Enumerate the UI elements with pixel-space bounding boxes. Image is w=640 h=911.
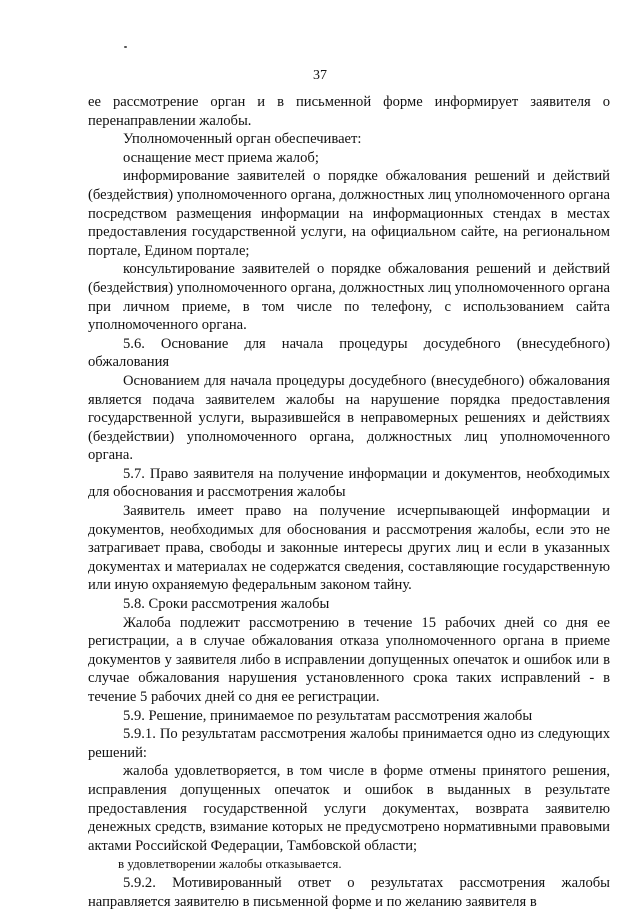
paragraph-5-9-1: 5.9.1. По результатам рассмотрения жалобы принимается одно из следующих решений:	[88, 726, 610, 761]
page-number: 37	[313, 68, 327, 83]
paragraph-consulting: консультирование заявителей о порядке обжалования решений и действий (бездействия) уполномоченного органа, должностных лиц уполномоченного органа при личном приеме, в том числе по телефону, с использованием сайта уполномоченного органа.	[88, 261, 610, 334]
paragraph-continuation: ее рассмотрение орган и в письменной форме информирует заявителя о перенаправлении жалобы.	[88, 94, 610, 129]
document-body	[88, 93, 610, 911]
paragraph-complaint-satisfied: жалоба удовлетворяется, в том числе в форме отмены принятого решения, исправления допущенных опечаток и ошибок в выданных в результате предоставления государственной услуги документах, возврата заявителю денежных средств, взимание которых не предусмотрено нормативными правовыми актами Российской Федерации, Тамбовской области;	[88, 763, 610, 854]
scan-mark	[124, 46, 127, 48]
paragraph-time-limits: Жалоба подлежит рассмотрению в течение 15 рабочих дней со дня ее регистрации, а в случае обжалования отказа уполномоченного органа в приеме документов у заявителя либо в исправлении допущенных опечаток и ошибок или в случае обжалования нарушения установленного срока таких исправлений - в течение 5 рабочих дней со дня ее регистрации.	[88, 614, 610, 705]
section-heading-5-6: 5.6. Основание для начала процедуры досудебного (внесудебного) обжалования	[88, 335, 610, 371]
paragraph-informing: информирование заявителей о порядке обжалования решений и действий (бездействия) уполномоченного органа, должностных лиц уполномоченного органа посредством размещения информации на информационных стендах в местах предоставления государственной услуги, на официальном сайте, на региональном портале, Едином портале;	[88, 168, 610, 259]
section-heading-5-8: 5.8. Сроки рассмотрения жалобы	[123, 596, 330, 613]
paragraph-complaint-rejected: в удовлетворении жалобы отказывается.	[118, 856, 342, 872]
section-heading-5-9: 5.9. Решение, принимаемое по результатам рассмотрения жалобы	[123, 707, 533, 724]
paragraph-right-to-information: Заявитель имеет право на получение исчерпывающей информации и документов, необходимых для обоснования и рассмотрения жалобы, если это не затрагивает права, свободы и законные интересы других лиц и если в указанных документах и материалах не содержатся сведения, составляющие государственную или иную охраняемую федеральным законом тайну.	[88, 503, 610, 594]
paragraph-5-9-2: 5.9.2. Мотивированный ответ о результатах рассмотрения жалобы направляется заявителю в письменной форме и по желанию заявителя в	[88, 874, 610, 910]
paragraph-basis: Основанием для начала процедуры досудебного (внесудебного) обжалования является подача заявителем жалобы на нарушение порядка предоставления государственной услуги, выразившейся в неправомерных решениях и действиях (бездействии) уполномоченного органа, должностных лиц уполномоченного органа.	[88, 372, 610, 464]
section-heading-5-7: 5.7. Право заявителя на получение информации и документов, необходимых для обоснования и рассмотрения жалобы	[88, 465, 610, 501]
paragraph-authority-provides: Уполномоченный орган обеспечивает:	[123, 131, 362, 148]
paragraph-equipment: оснащение мест приема жалоб;	[123, 149, 319, 166]
